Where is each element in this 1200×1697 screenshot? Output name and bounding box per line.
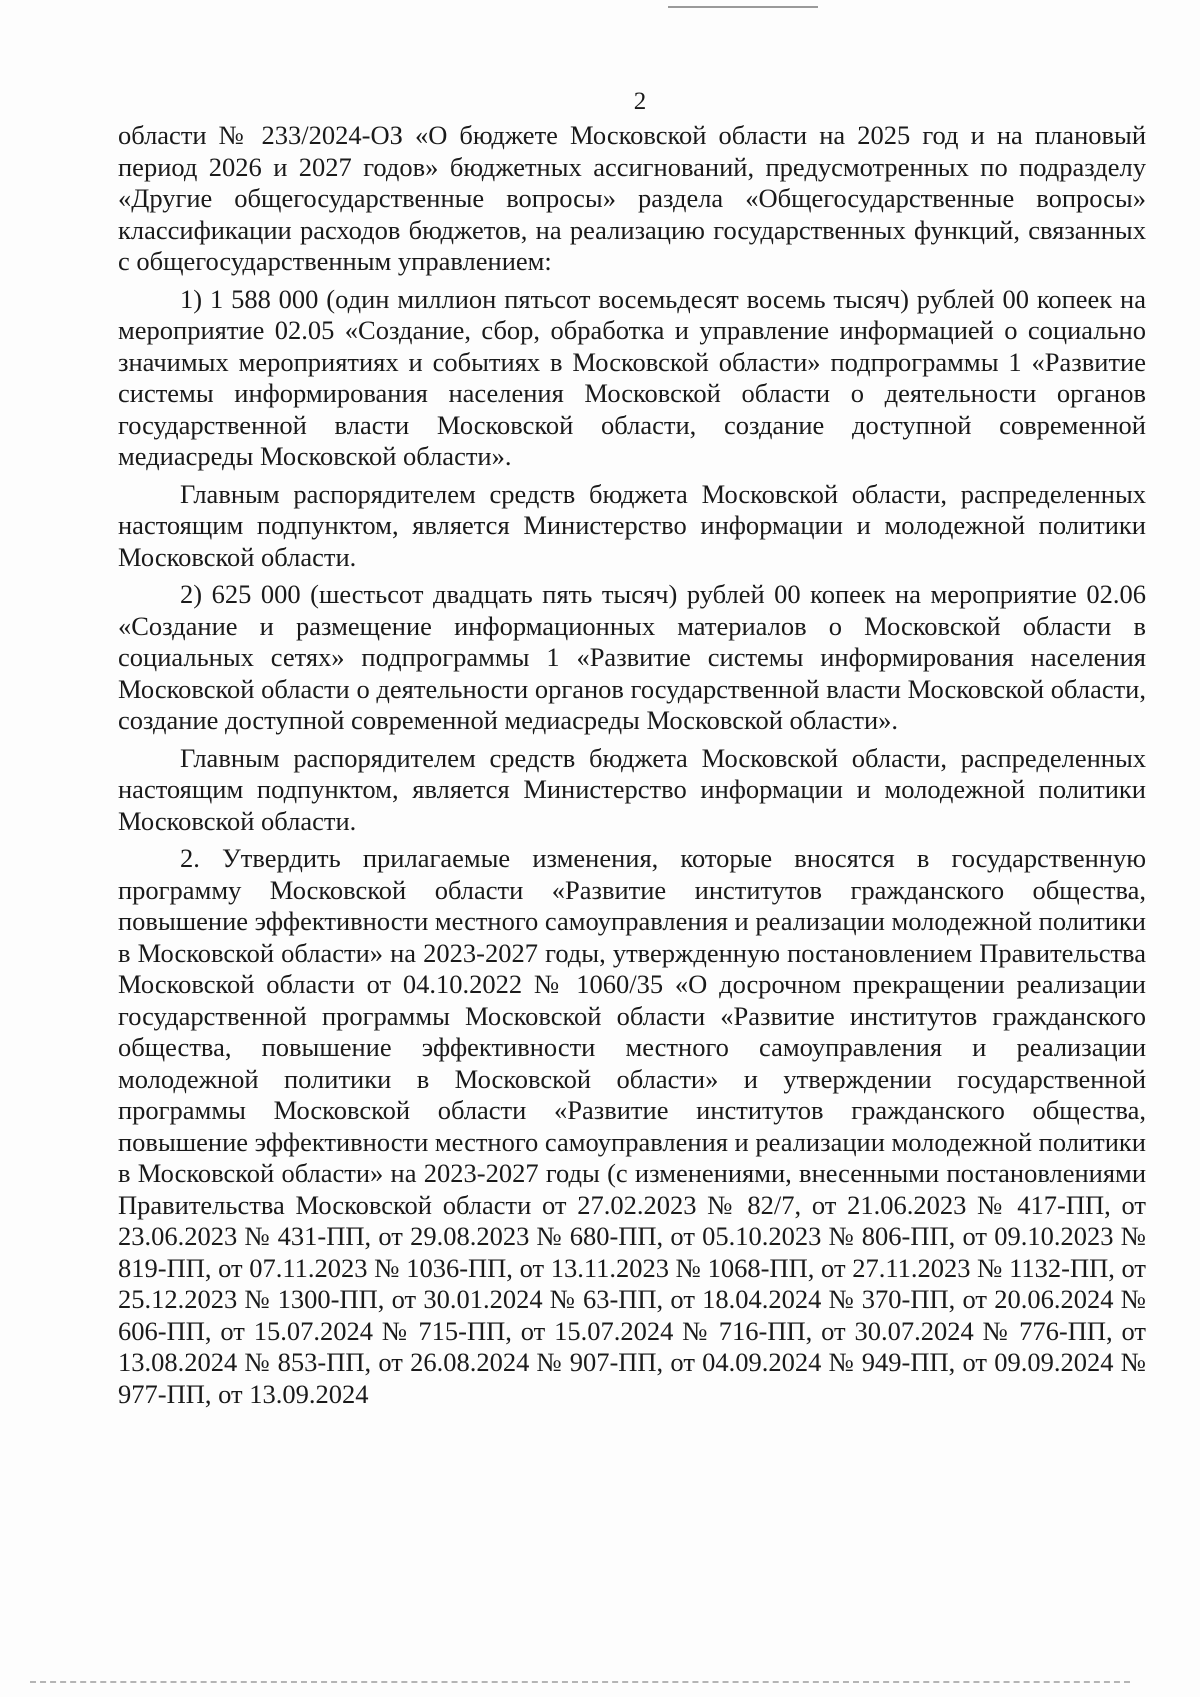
paragraph-point-2-approve-changes: 2. Утвердить прилагаемые изменения, которые вносятся в государственную программу Московской области «Развитие институтов гражданского общества, повышение эффективности местного самоуправления и реализации молодежной политики в Московской области» на 2023-2027 годы, утвержденную постановлением Правительства Московской области от 04.10.2022 № 1060/35 «О досрочном прекращении реализации государственной программы Московской области «Развитие институтов гражданского общества, повышение эффективности местного самоуправления и реализации молодежной политики в Московской области» и утверждении государственной программы Московской области «Развитие институтов гражданского общества, повышение эффективности местного самоуправления и реализации молодежной политики в Московской области» на 2023-2027 годы (с изменениями, внесенными постановлениями Правительства Московской области от 27.02.2023 № 82/7, от 21.06.2023 № 417-ПП, от 23.06.2023 № 431-ПП, от 29.08.2023 № 680-ПП, от 05.10.2023 № 806-ПП, от 09.10.2023 № 819-ПП, от 07.11.2023 № 1036-ПП, от 13.11.2023 № 1068-ПП, от 27.11.2023 № 1132-ПП, от 25.12.2023 № 1300-ПП, от 30.01.2024 № 63-ПП, от 18.04.2024 № 370-ПП, от 20.06.2024 № 606-ПП, от 15.07.2024 № 715-ПП, от 15.07.2024 № 716-ПП, от 30.07.2024 № 776-ПП, от 13.08.2024 № 853-ПП, от 26.08.2024 № 907-ПП, от 04.09.2024 № 949-ПП, от 09.09.2024 № 977-ПП, от 13.09.2024 (118, 843, 1146, 1409)
bottom-edge-line (30, 1681, 1130, 1683)
paragraph-item-1-chief-administrator: Главным распорядителем средств бюджета Московской области, распределенных настоящим подпунктом, является Министерство информации и молодежной политики Московской области. (118, 478, 1146, 572)
paragraph-item-2-event-0206: 2) 625 000 (шестьсот двадцать пять тысяч) рублей 00 копеек на мероприятие 02.06 «Создание и размещение информационных материалов о Московской области в социальных сетях» подпрограммы 1 «Развитие системы информирования населения Московской области о деятельности органов государственной власти Московской области, создание доступной современной медиасреды Московской области». (118, 579, 1146, 735)
paragraph-item-1-event-0205: 1) 1 588 000 (один миллион пятьсот восемьдесят восемь тысяч) рублей 00 копеек на мероприятие 02.05 «Создание, сбор, обработка и управление информацией о социально значимых мероприятиях и событиях в Московской области» подпрограммы 1 «Развитие системы информирования населения Московской области о деятельности органов государственной власти Московской области, создание доступной современной медиасреды Московской области». (118, 283, 1146, 471)
document-body (118, 120, 1146, 1416)
page-number: 2 (633, 88, 647, 115)
paragraph-budget-allocation-intro: области № 233/2024-ОЗ «О бюджете Московской области на 2025 год и на плановый период 2026 и 2027 годов» бюджетных ассигнований, предусмотренных по подразделу «Другие общегосударственные вопросы» раздела «Общегосударственные вопросы» классификации расходов бюджетов, на реализацию государственных функций, связанных с общегосударственным управлением: (118, 120, 1146, 276)
paragraph-item-2-chief-administrator: Главным распорядителем средств бюджета Московской области, распределенных настоящим подпунктом, является Министерство информации и молодежной политики Московской области. (118, 742, 1146, 836)
top-edge-line (668, 6, 818, 8)
